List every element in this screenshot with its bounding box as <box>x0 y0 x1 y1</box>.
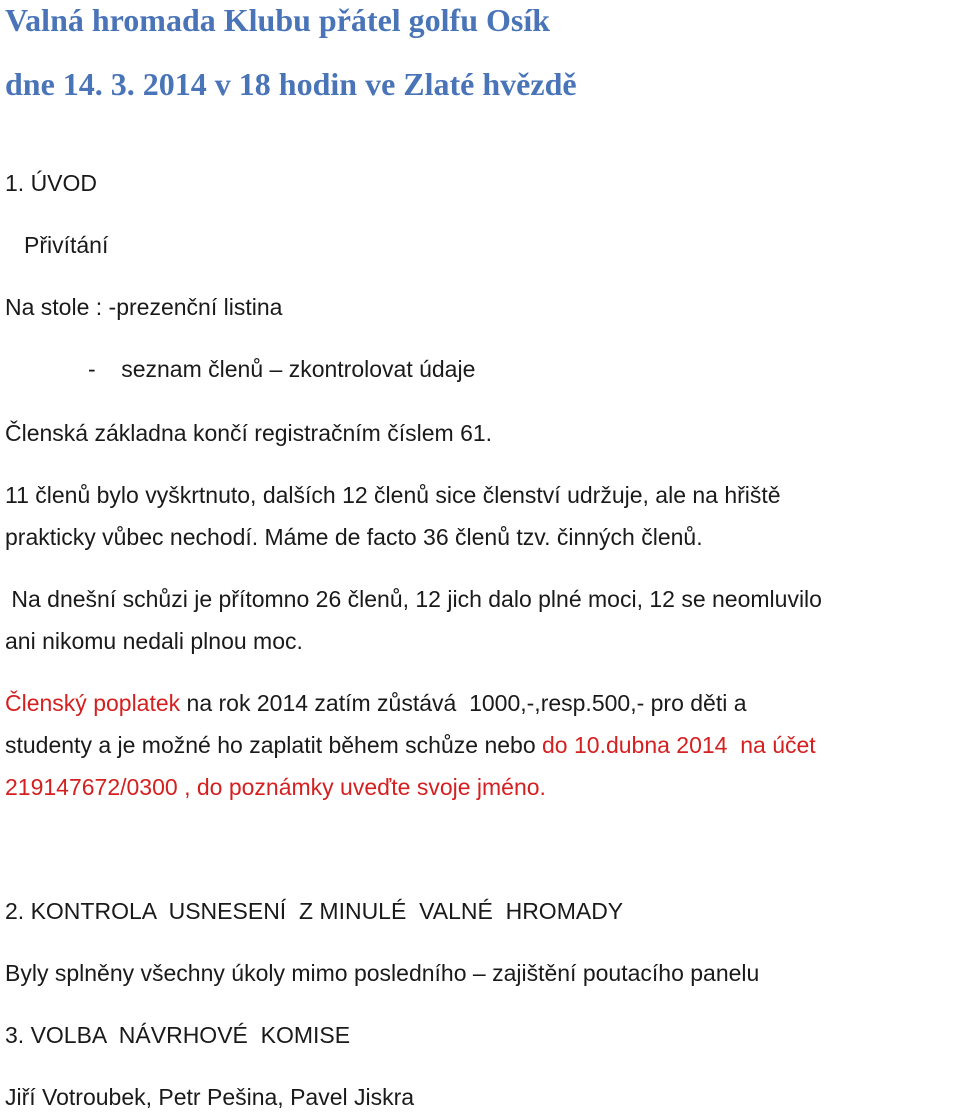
fee-line-2-text: studenty a je možné ho zaplatit během schůze nebo <box>5 732 543 758</box>
document-subtitle: dne 14. 3. 2014 v 18 hodin ve Zlaté hvězdě <box>5 66 577 102</box>
attendance-line-2: ani nikomu nedali plnou moc. <box>5 628 303 654</box>
struck-members-line-1: 11 členů bylo vyškrtnuto, dalších 12 členů sice členství udržuje, ale na hřiště <box>5 482 781 508</box>
section-2-heading: 2. KONTROLA USNESENÍ Z MINULÉ VALNÉ HROMADY <box>5 898 624 924</box>
committee-members: Jiří Votroubek, Petr Pešina, Pavel Jiskra <box>5 1084 415 1110</box>
membership-base-text: Členská základna končí registračním číslem 61. <box>5 420 493 446</box>
fee-line-1 <box>5 688 747 718</box>
fee-deadline: do 10.dubna 2014 na účet <box>542 732 816 758</box>
table-items-text: Na stole : -prezenční listina <box>5 294 283 320</box>
section-3-heading: 3. VOLBA NÁVRHOVÉ KOMISE <box>5 1022 351 1048</box>
greeting-text: Přivítání <box>24 232 109 258</box>
section-1-heading: 1. ÚVOD <box>5 170 98 196</box>
attendance-line-1: Na dnešní schůzi je přítomno 26 členů, 12 jich dalo plné moci, 12 se neomluvilo <box>5 586 822 612</box>
document-title: Valná hromada Klubu přátel golfu Osík <box>5 2 551 38</box>
struck-members-line-2: prakticky vůbec nechodí. Máme de facto 36 členů tzv. činných členů. <box>5 524 703 550</box>
members-list-item: - seznam členů – zkontrolovat údaje <box>88 356 476 382</box>
fee-line-2 <box>5 730 816 760</box>
section-2-text: Byly splněny všechny úkoly mimo posledního – zajištění poutacího panelu <box>5 960 760 986</box>
fee-label: Členský poplatek <box>5 690 181 716</box>
fee-line-1-text: na rok 2014 zatím zůstává 1000,-,resp.500,- pro děti a <box>180 690 747 716</box>
fee-account-line: 219147672/0300 , do poznámky uveďte svoje jméno. <box>5 774 546 800</box>
